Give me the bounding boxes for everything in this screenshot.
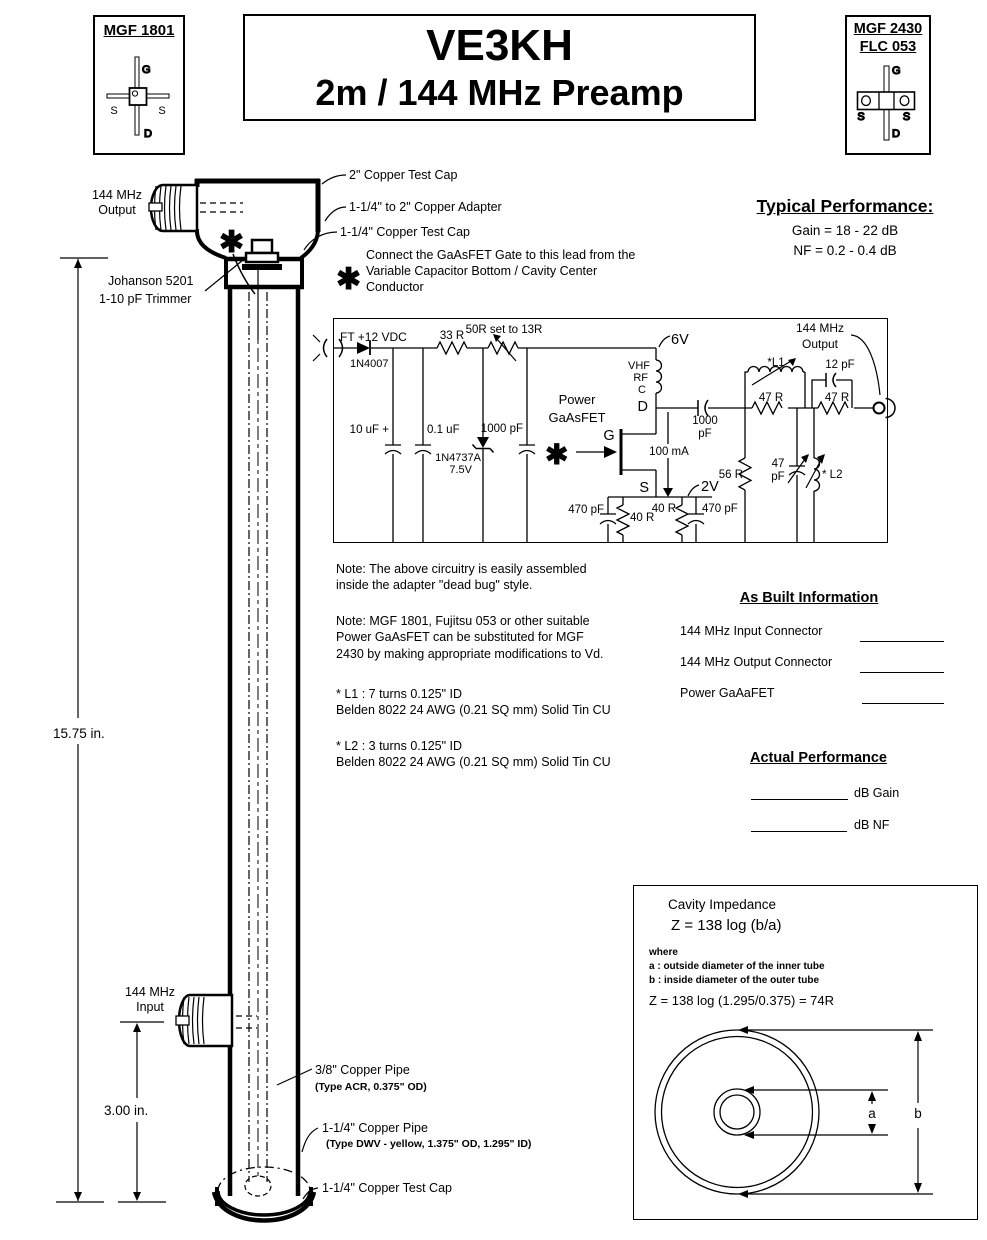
as-built-title: As Built Information bbox=[739, 590, 879, 606]
c01uf-label: 0.1 uF bbox=[427, 424, 460, 436]
pin-label-s2: S bbox=[158, 105, 166, 117]
sch-output-label-1: 144 MHz bbox=[795, 321, 845, 335]
as-built-row1-label: 144 MHz Input Connector bbox=[680, 624, 823, 638]
gate-star-icon: ✱ bbox=[545, 439, 569, 470]
inner-tube-circle-outer bbox=[714, 1089, 760, 1135]
pin-label-g: G bbox=[142, 64, 151, 76]
capacitor-1000pf-coupling bbox=[698, 400, 708, 416]
as-built-row3-label: Power GaAaFET bbox=[680, 686, 775, 700]
capacitor-47pf-leg bbox=[788, 408, 809, 543]
mgf2430-title2: FLC 053 bbox=[859, 39, 917, 55]
d-label: D bbox=[637, 399, 648, 415]
johanson-label-2: 1-10 pF Trimmer bbox=[99, 292, 192, 306]
dimension-15-75 bbox=[50, 258, 108, 1202]
gate-note-2: Variable Capacitor Bottom / Cavity Center bbox=[366, 264, 598, 278]
dimension-3-00 bbox=[100, 1022, 166, 1202]
leader-output-jack bbox=[851, 335, 880, 395]
nf-unit-label: dB NF bbox=[854, 818, 890, 832]
capacitor-0p1uf bbox=[415, 348, 431, 543]
capacitor-12pf bbox=[826, 373, 836, 387]
l1-label: *L1 bbox=[767, 357, 785, 369]
pin-label-s2: S bbox=[902, 111, 911, 123]
current-label: 100 mA bbox=[649, 446, 689, 458]
output-jack bbox=[851, 335, 895, 418]
pipe114-label-1: 1-1/4" Copper Pipe bbox=[322, 1121, 428, 1135]
actual-performance-title: Actual Performance bbox=[750, 750, 887, 766]
mgf1801-title: MGF 1801 bbox=[103, 22, 175, 39]
impedance-where: where bbox=[649, 947, 678, 958]
note-line: * L2 : 3 turns 0.125" ID bbox=[336, 739, 463, 753]
leader-114-cap bbox=[304, 232, 337, 250]
mgf2430-title1: MGF 2430 bbox=[853, 21, 923, 37]
capacitor-10uf bbox=[385, 348, 401, 543]
c470a-label: 470 pF bbox=[568, 504, 604, 516]
gain-value: Gain = 18 - 22 dB bbox=[791, 223, 899, 238]
resistor-33r bbox=[437, 342, 467, 354]
choke-label-1: VHF bbox=[628, 360, 650, 372]
choke-label-3: C bbox=[638, 384, 646, 396]
c1000-coupling-label-1: 1000 bbox=[692, 415, 718, 427]
output-connector bbox=[149, 185, 243, 231]
note-line: Note: The above circuitry is easily assembled bbox=[336, 562, 587, 576]
impedance-def-a: a : outside diameter of the inner tube bbox=[649, 961, 825, 972]
6v-tick bbox=[659, 336, 670, 347]
gate-note-3: Conductor bbox=[366, 280, 424, 294]
r47b-label: 47 R bbox=[824, 392, 850, 404]
zener-label-1: 1N4737A bbox=[435, 452, 481, 464]
capacitor-1000pf-shunt bbox=[519, 348, 535, 543]
circuit-schematic bbox=[313, 321, 895, 543]
input-connector bbox=[176, 995, 257, 1046]
pin-label-d: D bbox=[892, 128, 900, 140]
typical-performance-title: Typical Performance: bbox=[756, 196, 934, 216]
cavity-height-label: 15.75 in. bbox=[53, 726, 105, 741]
r40b-label: 40 R bbox=[651, 503, 676, 515]
power-label-1: Power bbox=[558, 392, 596, 407]
package-body bbox=[858, 92, 915, 110]
inner-tube-circle-inner bbox=[720, 1095, 754, 1129]
r56-label: 56 R bbox=[718, 469, 743, 481]
impedance-title: Cavity Impedance bbox=[668, 897, 777, 912]
impedance-diagram bbox=[655, 1026, 933, 1198]
6v-label: 6V bbox=[671, 332, 689, 348]
note-line: * L1 : 7 turns 0.125" ID bbox=[336, 687, 463, 701]
note-line: Belden 8022 24 AWG (0.21 SQ mm) Solid Tin CU bbox=[336, 703, 611, 718]
resistor-40r-b bbox=[676, 505, 688, 535]
output-label-2: Output bbox=[98, 203, 136, 217]
pin-label-s1: S bbox=[110, 105, 118, 117]
note-line: Belden 8022 24 AWG (0.21 SQ mm) Solid Tin CU bbox=[336, 755, 611, 770]
2v-label: 2V bbox=[701, 479, 719, 495]
gate-arrow bbox=[604, 446, 617, 458]
note-line: inside the adapter "dead bug" style. bbox=[336, 578, 533, 593]
potentiometer-50r bbox=[488, 342, 518, 354]
page-title: VE3KH bbox=[426, 20, 573, 70]
g-label: G bbox=[603, 428, 615, 444]
leader-2in-cap bbox=[322, 175, 346, 184]
cap114bottom-label: 1-1/4" Copper Test Cap bbox=[322, 1181, 452, 1195]
impedance-calc: Z = 138 log (1.295/0.375) = 74R bbox=[649, 993, 835, 1008]
choke-label-2: RF bbox=[633, 372, 648, 384]
trimmer-star-icon: ✱ bbox=[219, 226, 245, 259]
nf-value: NF = 0.2 - 0.4 dB bbox=[793, 243, 897, 258]
note-line: 2430 by making appropriate modifications to Vd. bbox=[336, 646, 604, 661]
package-body bbox=[130, 88, 147, 105]
zener-label-2: 7.5V bbox=[449, 464, 472, 476]
input-label-1: 144 MHz bbox=[124, 985, 176, 999]
ft-12vdc-label: FT +12 VDC bbox=[340, 330, 407, 344]
outer-tube-circle-inner bbox=[662, 1037, 813, 1188]
mgf1801-package-drawing bbox=[107, 57, 169, 140]
leader-adapter bbox=[325, 207, 346, 221]
gain-unit-label: dB Gain bbox=[854, 786, 900, 800]
leader-pipe38 bbox=[277, 1069, 312, 1085]
r40a-label: 40 R bbox=[630, 512, 655, 524]
impedance-def-b: b : inside diameter of the outer tube bbox=[649, 975, 820, 986]
page-subtitle: 2m / 144 MHz Preamp bbox=[315, 71, 684, 113]
diode-label: 1N4007 bbox=[350, 358, 389, 370]
output-label-1: 144 MHz bbox=[91, 188, 143, 202]
pin-label-d: D bbox=[144, 128, 152, 140]
pot-label: 50R set to 13R bbox=[465, 324, 543, 336]
input-height-label: 3.00 in. bbox=[104, 1103, 149, 1118]
resistor-40r-a bbox=[617, 505, 629, 535]
as-built-row2-label: 144 MHz Output Connector bbox=[680, 655, 833, 669]
pipe38-label-2: (Type ACR, 0.375" OD) bbox=[315, 1081, 427, 1093]
pipe38-label-1: 3/8" Copper Pipe bbox=[315, 1063, 410, 1077]
adapter-label: 1-1/4" to 2" Copper Adapter bbox=[349, 200, 502, 214]
adapter-taper-right bbox=[301, 231, 318, 258]
cap114top-label: 1-1/4" Copper Test Cap bbox=[340, 225, 470, 239]
c1000-coupling-label-2: pF bbox=[698, 428, 712, 440]
2v-tick bbox=[688, 485, 699, 496]
c1000-shunt-label: 1000 pF bbox=[480, 423, 523, 435]
c10uf-label: 10 uF + bbox=[349, 424, 389, 436]
power-label-2: GaAsFET bbox=[548, 410, 606, 425]
trimmer-capacitor bbox=[242, 240, 282, 270]
cap2-label: 2" Copper Test Cap bbox=[349, 168, 458, 182]
dim-b-label: b bbox=[914, 1106, 922, 1121]
input-label-2: Input bbox=[136, 1000, 164, 1014]
johanson-label-1: Johanson 5201 bbox=[108, 274, 194, 288]
s-label: S bbox=[639, 480, 649, 496]
gate-note-1: Connect the GaAsFET Gate to this lead from the bbox=[366, 248, 636, 262]
pin-label-s1: S bbox=[857, 111, 865, 123]
c12-label: 12 pF bbox=[825, 359, 855, 371]
mgf2430-package-drawing bbox=[857, 65, 914, 140]
inductor-l2 bbox=[814, 458, 820, 491]
impedance-formula: Z = 138 log (b/a) bbox=[671, 917, 782, 934]
zener-1n4737a bbox=[473, 348, 494, 543]
pipe114-label-2: (Type DWV - yellow, 1.375" OD, 1.295" ID) bbox=[326, 1138, 532, 1150]
sch-output-label-2: Output bbox=[801, 337, 839, 351]
c47-label-2: pF bbox=[771, 471, 785, 483]
cavity-drawing bbox=[92, 168, 635, 1221]
r47a-label: 47 R bbox=[758, 392, 784, 404]
note-line: Note: MGF 1801, Fujitsu 053 or other suitable bbox=[336, 614, 590, 628]
c47-label-1: 47 bbox=[771, 458, 785, 470]
gate-note-star-icon: ✱ bbox=[336, 263, 362, 296]
pin-label-g: G bbox=[892, 65, 901, 77]
c470b-label: 470 pF bbox=[702, 503, 738, 515]
rf-choke bbox=[656, 360, 662, 393]
inner-tube-walls bbox=[249, 292, 267, 1182]
note-line: Power GaAsFET can be substituted for MGF bbox=[336, 630, 584, 645]
outer-tube-circle-outer bbox=[655, 1030, 819, 1194]
dim-a-label: a bbox=[868, 1106, 876, 1121]
l2-label: * L2 bbox=[822, 469, 843, 481]
leader-pipe114 bbox=[302, 1128, 318, 1152]
r33-label: 33 R bbox=[439, 330, 465, 342]
